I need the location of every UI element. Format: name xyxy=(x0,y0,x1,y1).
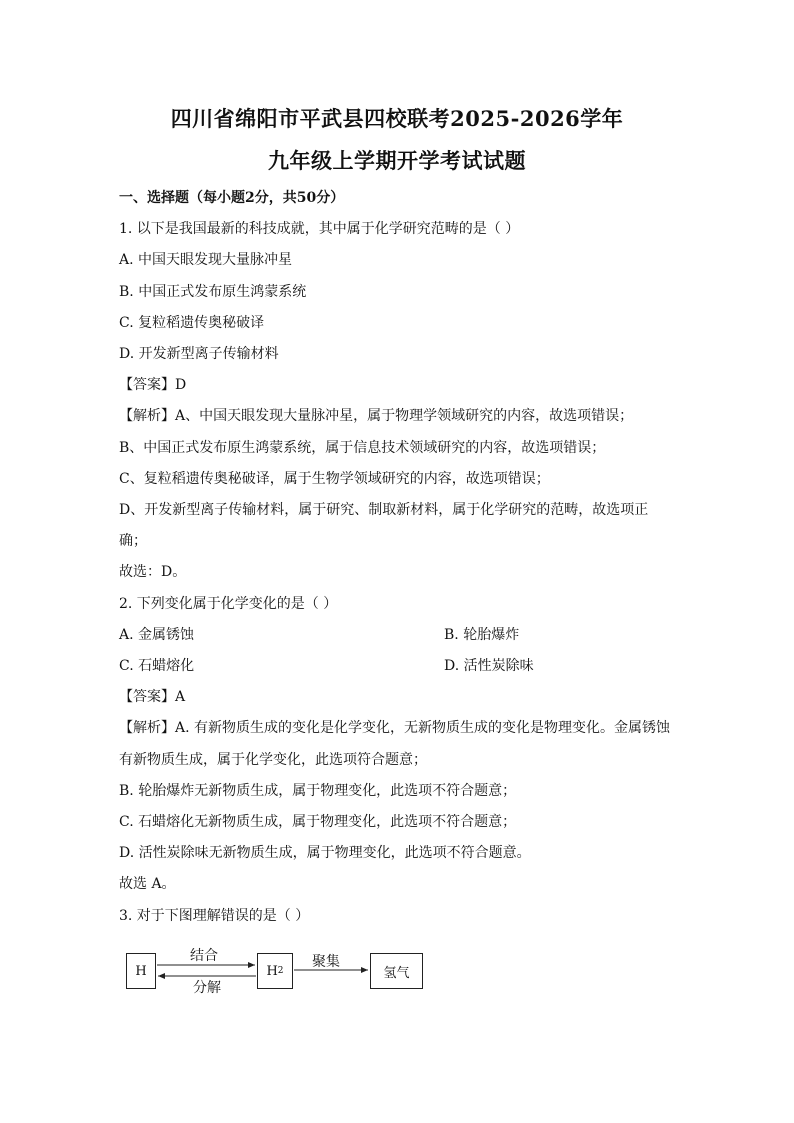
question-1-analysis-line: 【解析】A、中国天眼发现大量脉冲星，属于物理学领域研究的内容，故选项错误； xyxy=(119,408,634,424)
question-2-analysis-line: 故选 A。 xyxy=(119,876,176,892)
page-title-line-2: 九年级上学期开学考试试题 xyxy=(268,148,526,173)
question-2-option-c: C. 石蜡熔化 xyxy=(119,658,195,674)
question-1-option-b: B. 中国正式发布原生鸿蒙系统 xyxy=(119,284,307,300)
diagram-label-gather: 聚集 xyxy=(312,954,340,970)
question-1-answer: 【答案】D xyxy=(119,377,187,393)
question-1-analysis-line: B、中国正式发布原生鸿蒙系统，属于信息技术领域研究的内容，故选项错误； xyxy=(119,440,606,456)
question-2-answer: 【答案】A xyxy=(119,689,186,705)
diagram-label-combine: 结合 xyxy=(190,948,218,964)
question-2-analysis-line: D. 活性炭除味无新物质生成，属于物理变化，此选项不符合题意。 xyxy=(119,845,531,861)
question-3-stem: 3. 对于下图理解错误的是（ ） xyxy=(119,908,310,924)
question-1-option-a: A. 中国天眼发现大量脉冲星 xyxy=(119,252,293,268)
page-title-line-1: 四川省绵阳市平武县四校联考2025-2026学年 xyxy=(170,106,624,131)
question-1-stem: 1. 以下是我国最新的科技成就，其中属于化学研究范畴的是（ ） xyxy=(119,221,520,237)
question-1-option-d: D. 开发新型离子传输材料 xyxy=(119,346,279,362)
question-2-stem: 2. 下列变化属于化学变化的是（ ） xyxy=(119,596,338,612)
question-2-option-a: A. 金属锈蚀 xyxy=(119,627,195,643)
question-1-analysis-line: 故选：D。 xyxy=(119,564,187,580)
section-heading: 一、选择题（每小题2分，共50分） xyxy=(119,190,345,206)
question-1-analysis-line: D、开发新型离子传输材料，属于研究、制取新材料，属于化学研究的范畴，故选项正 xyxy=(119,502,649,518)
diagram-box-h-atom-label: H xyxy=(135,963,147,979)
question-2-analysis-line: 有新物质生成，属于化学变化，此选项符合题意； xyxy=(119,752,427,768)
diagram-box-h2-label: H xyxy=(266,963,278,979)
question-2-option-b: B. 轮胎爆炸 xyxy=(444,627,520,643)
question-2-analysis-line: C. 石蜡熔化无新物质生成，属于物理变化，此选项不符合题意； xyxy=(119,814,517,830)
question-2-option-d: D. 活性炭除味 xyxy=(444,658,534,674)
question-2-analysis-line: B. 轮胎爆炸无新物质生成，属于物理变化，此选项不符合题意； xyxy=(119,783,517,799)
diagram-box-hydrogen-gas-label: 氢气 xyxy=(383,965,410,981)
question-1-analysis-line: C、复粒稻遗传奥秘破译，属于生物学领域研究的内容，故选项错误； xyxy=(119,471,550,487)
question-2-analysis-line: 【解析】A. 有新物质生成的变化是化学变化，无新物质生成的变化是物理变化。金属锈蚀 xyxy=(119,720,671,736)
diagram-box-h2-subscript: 2 xyxy=(277,966,284,976)
diagram-label-decompose: 分解 xyxy=(193,980,221,996)
question-1-analysis-line: 确； xyxy=(119,533,147,549)
question-1-option-c: C. 复粒稻遗传奥秘破译 xyxy=(119,315,265,331)
